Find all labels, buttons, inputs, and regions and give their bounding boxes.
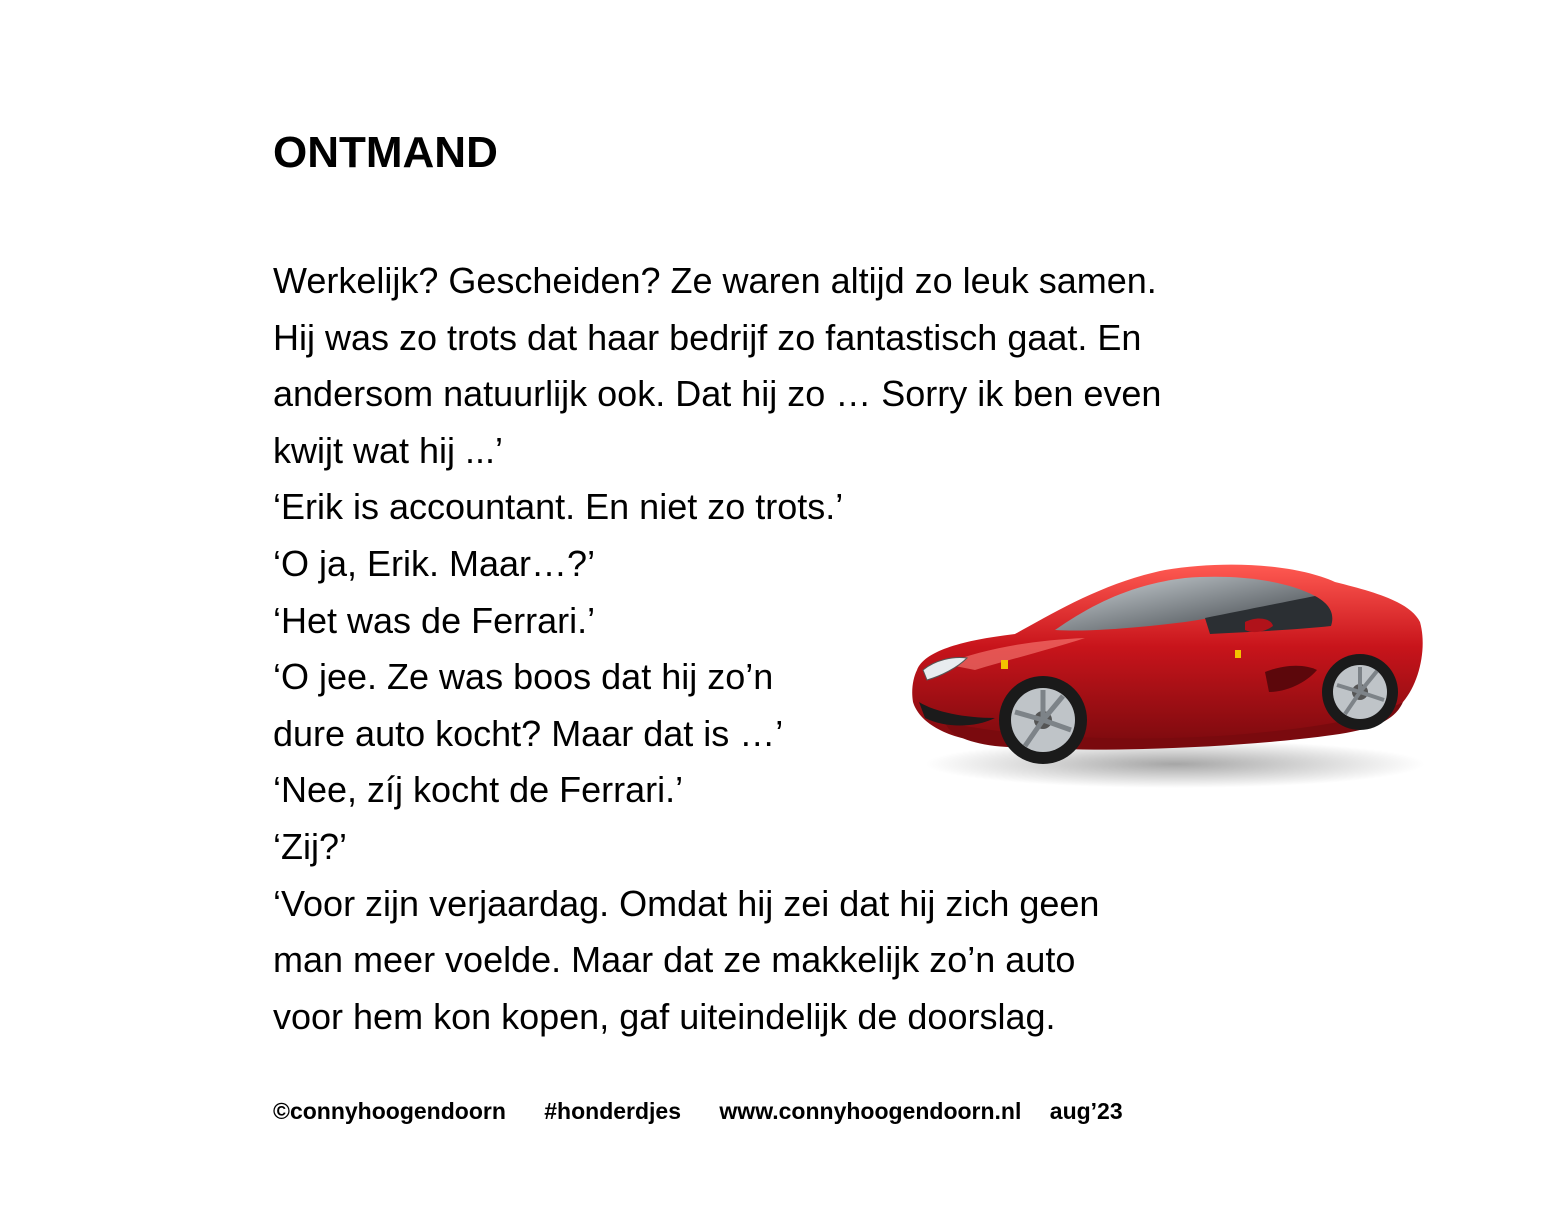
- footer: [273, 1093, 1123, 1129]
- story-line: dure auto kocht? Maar dat is …’: [273, 712, 784, 754]
- story-line: ‘Zij?’: [273, 825, 348, 867]
- footer-website: www.connyhoogendoorn.nl: [719, 1098, 1022, 1124]
- story-line: ‘Nee, zíj kocht de Ferrari.’: [273, 769, 684, 811]
- red-sports-car-icon: [905, 552, 1430, 792]
- story-title: ONTMAND: [273, 128, 498, 177]
- footer-date: aug’23: [1049, 1098, 1123, 1124]
- story-line: andersom natuurlijk ook. Dat hij zo … Sorry ik ben even: [273, 373, 1162, 415]
- story-line: Hij was zo trots dat haar bedrijf zo fantastisch gaat. En: [273, 316, 1142, 358]
- footer-copyright: ©connyhoogendoorn: [273, 1098, 506, 1124]
- story-line: kwijt wat hij ...’: [273, 429, 504, 471]
- story-line: voor hem kon kopen, gaf uiteindelijk de doorslag.: [273, 995, 1056, 1037]
- footer-hashtag: #honderdjes: [544, 1098, 682, 1124]
- story-line: ‘O jee. Ze was boos dat hij zo’n: [273, 656, 774, 698]
- story-line: Werkelijk? Gescheiden? Ze waren altijd zo leuk samen.: [273, 260, 1157, 301]
- story-line: ‘O ja, Erik. Maar…?’: [273, 542, 596, 584]
- story-line: ‘Voor zijn verjaardag. Omdat hij zei dat hij zich geen: [273, 882, 1100, 924]
- story-line: man meer voelde. Maar dat ze makkelijk zo’n auto: [273, 939, 1076, 981]
- story-line: ‘Het was de Ferrari.’: [273, 599, 596, 641]
- story-line: ‘Erik is accountant. En niet zo trots.’: [273, 486, 844, 528]
